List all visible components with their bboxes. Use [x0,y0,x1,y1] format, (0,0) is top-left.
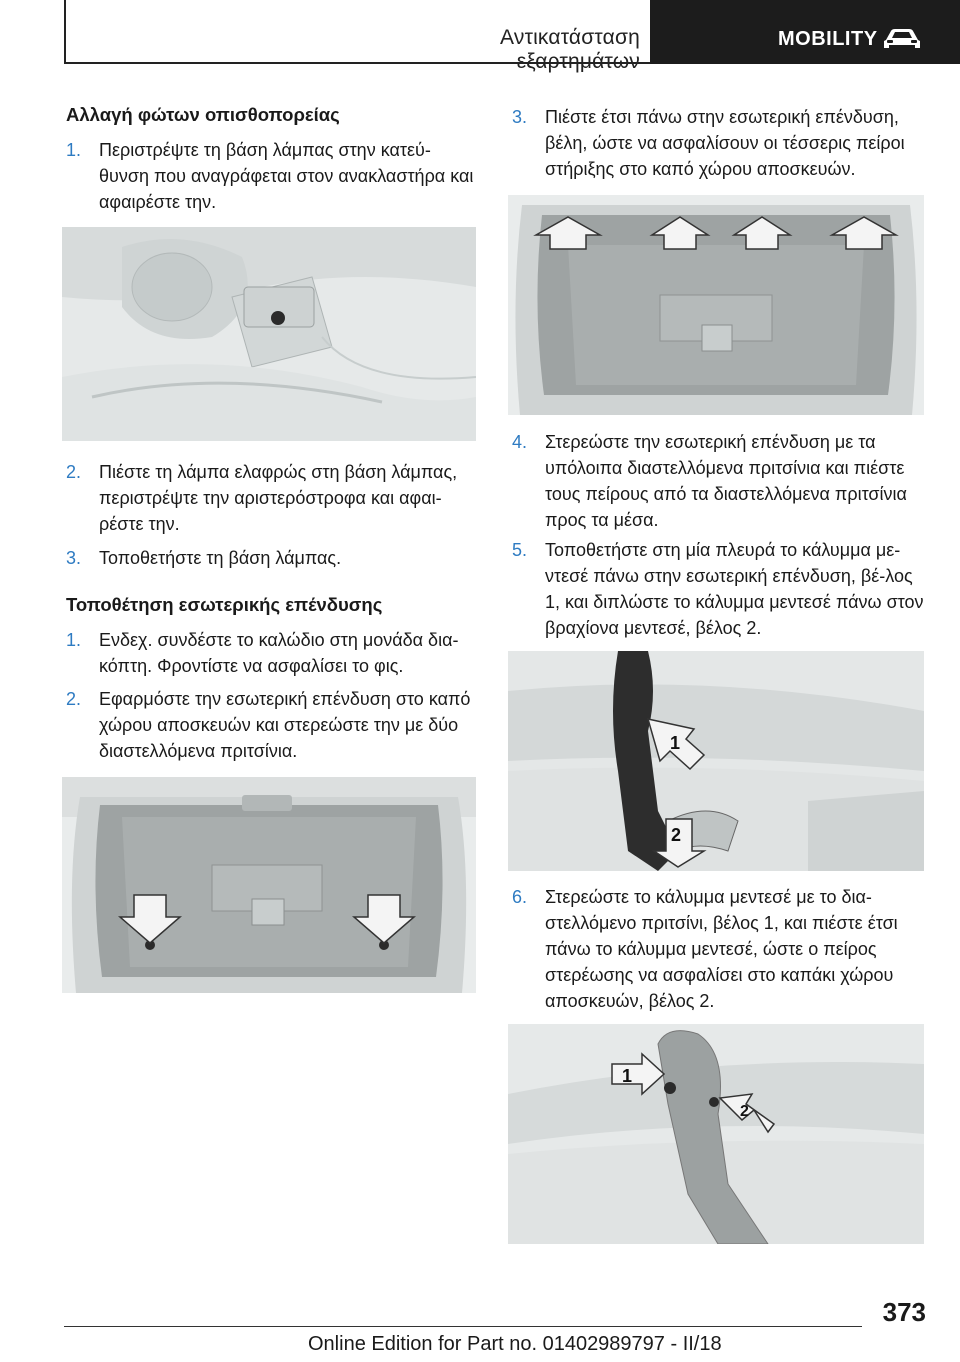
page-number: 373 [882,1297,926,1327]
step-number: 3. [66,548,82,568]
svg-text:2: 2 [740,1103,749,1120]
step-number: 2. [66,462,82,482]
step-item [66,137,476,215]
step-text: Τοποθετήστε στη μία πλευρά το κάλυμμα με-ντεσέ πάνω στην εσωτερική επένδυση, βέ-λος 1, και διπλώστε το κάλυμμα μεντεσέ πάνω στον βραχίονα μεντεσέ, βέλος 2. [545,540,924,638]
step-number: 3. [512,107,528,127]
step-text: Πιέστε έτσι πάνω στην εσωτερική επένδυση, βέλη, ώστε να ασφαλίσουν οι τέσσερις πείροι στήριξης στο καπό χώρου αποσκευών. [545,107,905,179]
car-icon [880,26,924,52]
step-item [512,537,924,641]
step-text: Πιέστε τη λάμπα ελαφρώς στη βάση λάμπας, περιστρέψτε την αριστερόστροφα και αφαι-ρέστε την. [99,462,458,534]
step-item [66,627,476,679]
step-item [66,545,476,571]
step-item [512,429,924,533]
figure-trim-down-arrows [62,777,476,993]
footer-edition-text: Online Edition for Part no. 01402989797 - II/18 [308,1333,722,1355]
step-number: 6. [512,887,528,907]
footer-rule [64,1326,862,1327]
step-number: 1. [66,140,82,160]
figure-hinge-cover-rivet [508,1024,924,1244]
step-item [512,104,924,182]
figure-lamp-socket [62,227,476,441]
header-tab-label: MOBILITY [778,28,878,50]
header-left-rule [64,0,66,64]
section-title-reverse-lights: Αλλαγή φώτων οπισθοπορείας [66,104,340,125]
step-text: Εφαρμόστε την εσωτερική επένδυση στο καπό χώρου αποσκευών και στερεώστε την με δύο διαστελλόμενα πριτσίνια. [99,689,471,761]
step-text: Στερεώστε την εσωτερική επένδυση με τα υπόλοιπα διαστελλόμενα πριτσίνια και πιέστε τους πείρους από τα διαστελλόμενα πριτσίνια προς τα μέσα. [545,432,907,530]
svg-text:1: 1 [670,733,681,753]
svg-text:1: 1 [622,1066,633,1086]
step-text: Τοποθετήστε τη βάση λάμπας. [99,548,342,568]
step-number: 1. [66,630,82,650]
step-item [66,459,476,537]
figure-hinge-cover-fold [508,651,924,871]
step-text: Περιστρέψτε τη βάση λάμπας στην κατεύ-θυνση που αναγράφεται στον ανακλαστήρα και αφαιρέστε την. [99,140,474,212]
header-section-title: Αντικατάσταση εξαρτημάτων [500,26,640,73]
step-item [66,686,476,764]
figure-trim-up-arrows [508,195,924,415]
section-title-inner-trim: Τοποθέτηση εσωτερικής επένδυσης [66,594,383,615]
svg-text:2: 2 [671,825,682,845]
step-text: Ενδεχ. συνδέστε το καλώδιο στη μονάδα δια-κόπτη. Φροντίστε να ασφαλίσει το φις. [99,630,459,676]
step-text: Στερεώστε το κάλυμμα μεντεσέ με το δια-στελλόμενο πριτσίνι, βέλος 1, και πιέστε έτσι πάνω το κάλυμμα μεντεσέ, ώστε ο πείρος στερέωσης να ασφαλίσει στο καπάκι χώρου αποσκευών, βέλος 2. [545,887,898,1011]
step-number: 4. [512,432,528,452]
step-number: 2. [66,689,82,709]
step-item [512,884,924,1014]
step-number: 5. [512,540,528,560]
